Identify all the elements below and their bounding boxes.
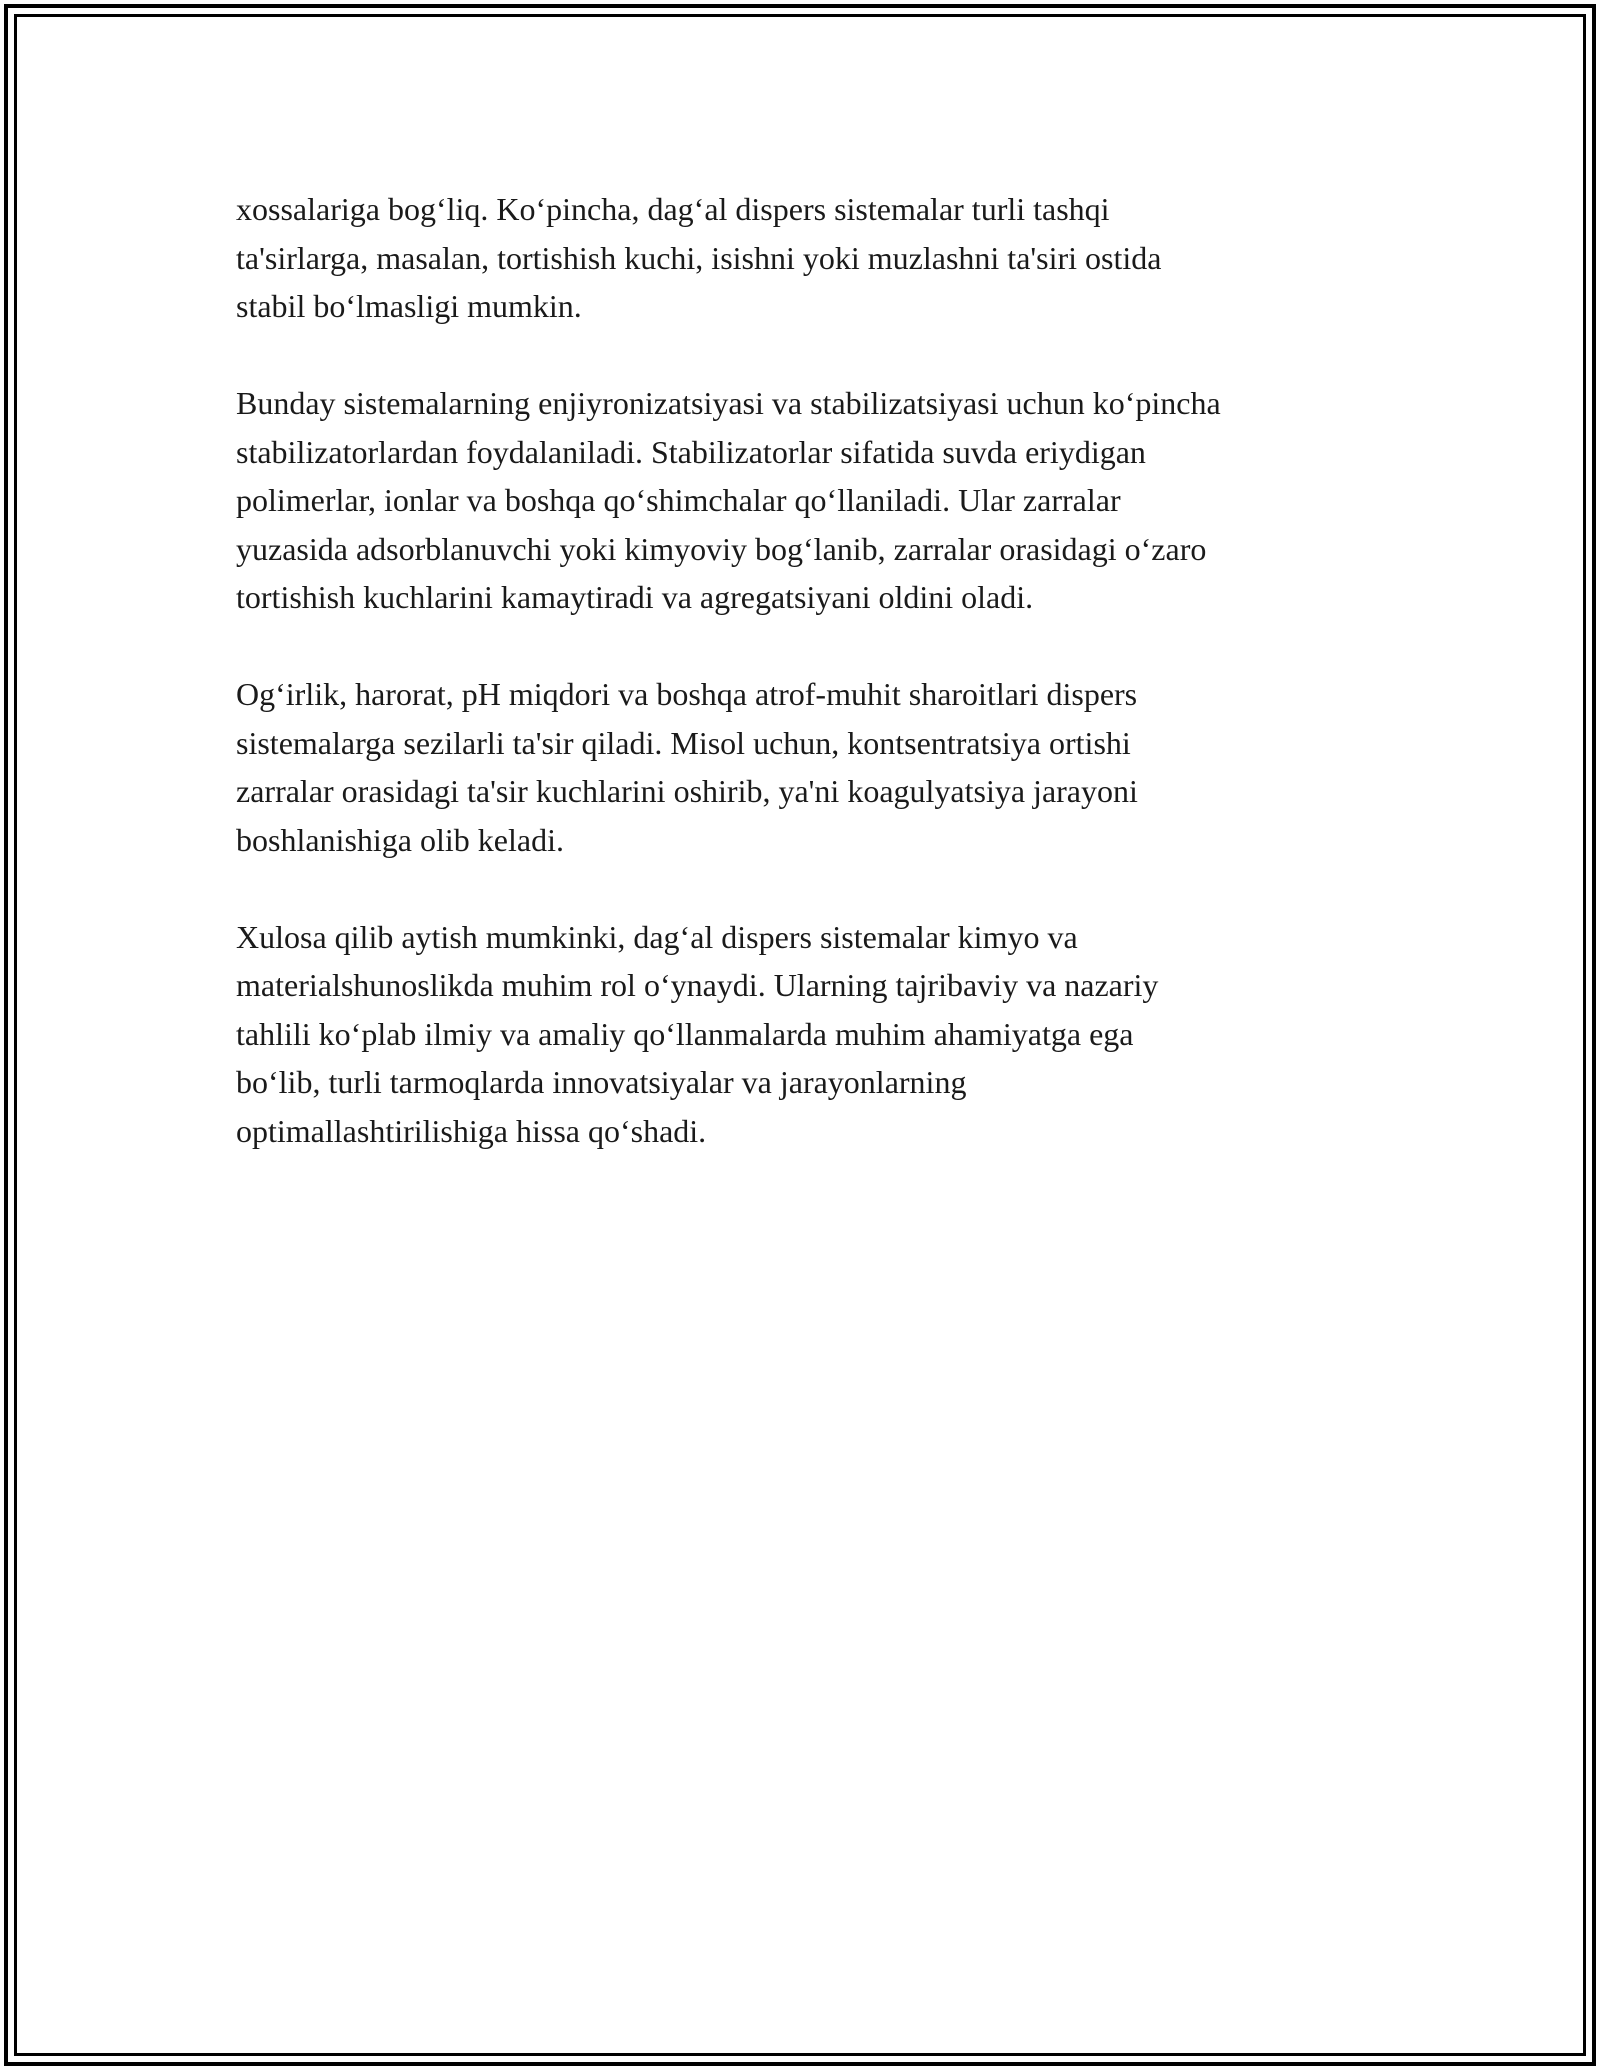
text-line: optimallashtirilishiga hissa qo‘shadi.	[236, 1112, 707, 1149]
text-line: sistemalarga sezilarli ta'sir qiladi. Misol uchun, kontsentratsiya ortishi	[236, 724, 1131, 761]
text-line: Bunday sistemalarning enjiyronizatsiyasi va stabilizatsiyasi uchun ko‘pincha	[236, 385, 1221, 421]
text-line: boshlanishiga olib keladi.	[236, 821, 564, 858]
text-line: Xulosa qilib aytish mumkinki, dag‘al dispers sistemalar kimyo va	[236, 918, 1078, 955]
text-line: materialshunoslikda muhim rol o‘ynaydi. Ularning tajribaviy va nazariy	[236, 967, 1159, 1003]
text-line: zarralar orasidagi ta'sir kuchlarini oshirib, ya'ni koagulyatsiya jarayoni	[236, 773, 1138, 809]
document-body	[236, 185, 1376, 1204]
text-line: tahlili ko‘plab ilmiy va amaliy qo‘llanmalarda muhim ahamiyatga ega	[236, 1015, 1134, 1052]
paragraph-3	[236, 670, 1376, 864]
text-line: tortishish kuchlarini kamaytiradi va agregatsiyani oldini oladi.	[236, 579, 1034, 615]
text-line: yuzasida adsorblanuvchi yoki kimyoviy bog‘lanib, zarralar orasidagi o‘zaro	[236, 530, 1207, 567]
text-line: bo‘lib, turli tarmoqlarda innovatsiyalar va jarayonlarning	[236, 1064, 967, 1100]
text-line: Og‘irlik, harorat, pH miqdori va boshqa atrof-muhit sharoitlari dispers	[236, 676, 1138, 712]
text-line: xossalariga bog‘liq. Ko‘pincha, dag‘al dispers sistemalar turli tashqi	[236, 191, 1110, 227]
paragraph-2	[236, 379, 1376, 622]
paragraph-4	[236, 913, 1376, 1156]
text-line: ta'sirlarga, masalan, tortishish kuchi, isishni yoki muzlashni ta'siri ostida	[236, 239, 1162, 276]
text-line: polimerlar, ionlar va boshqa qo‘shimchalar qo‘llaniladi. Ular zarralar	[236, 482, 1121, 518]
paragraph-1	[236, 185, 1376, 331]
text-line: stabil bo‘lmasligi mumkin.	[236, 288, 582, 324]
text-line: stabilizatorlardan foydalaniladi. Stabilizatorlar sifatida suvda eriydigan	[236, 433, 1146, 470]
